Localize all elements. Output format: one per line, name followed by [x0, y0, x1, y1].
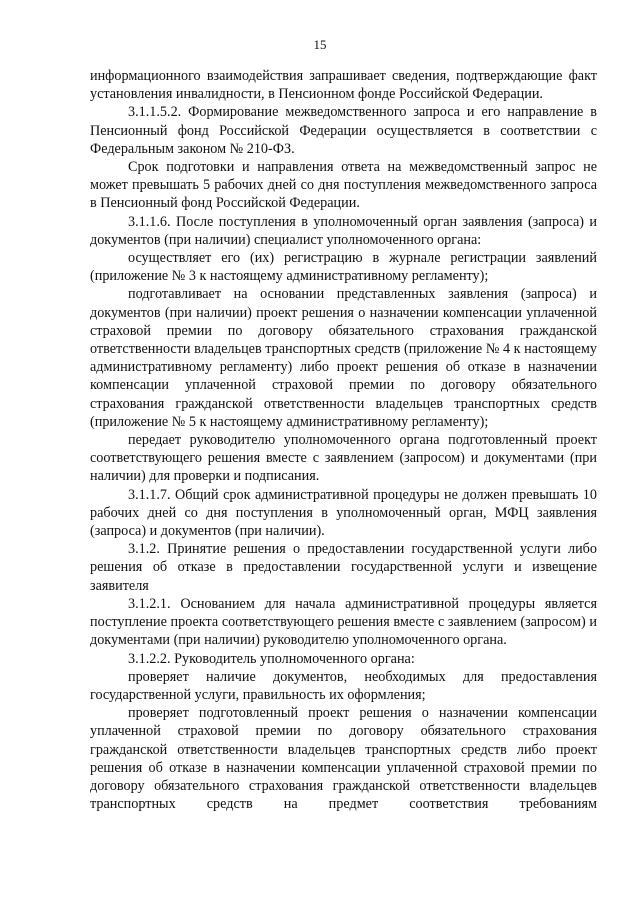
- paragraph-3-1-1-6: 3.1.1.6. После поступления в уполномоченный орган заявления (запроса) и документов (при наличии) специалист уполномоченного органа:: [90, 213, 597, 248]
- paragraph-transfer-to-head: передает руководителю уполномоченного органа подготовленный проект соответствующего решения вместе с заявлением (запросом) и документами (при наличии) для проверки и подписания.: [90, 432, 597, 485]
- paragraph-response-deadline: Срок подготовки и направления ответа на межведомственный запрос не может превышать 5 рабочих дней со дня поступления межведомственного запроса в Пенсионный фонд Российской Федерации.: [90, 159, 597, 212]
- paragraph-continuation: информационного взаимодействия запрашивает сведения, подтверждающие факт установления инвалидности, в Пенсионном фонде Российской Федерации.: [90, 68, 597, 103]
- paragraph-3-1-2-1: 3.1.2.1. Основанием для начала административной процедуры является поступление проекта соответствующего решения вместе с заявлением (запросом) и документами (при наличии) руководителю уполномоченного органа.: [90, 595, 597, 649]
- paragraph-3-1-1-7: 3.1.1.7. Общий срок административной процедуры не должен превышать 10 рабочих дней со дня поступления в уполномоченный орган, МФЦ заявления (запроса) и документов (при наличии).: [90, 486, 597, 540]
- paragraph-3-1-2-2: 3.1.2.2. Руководитель уполномоченного органа:: [128, 650, 415, 667]
- paragraph-check-documents: проверяет наличие документов, необходимых для предоставления государственной услуги, правильность их оформления;: [90, 668, 597, 703]
- document-body: [90, 67, 597, 813]
- page-number: 15: [313, 37, 327, 52]
- paragraph-registration: осуществляет его (их) регистрацию в журнале регистрации заявлений (приложение № 3 к настоящему административному регламенту);: [90, 250, 597, 285]
- paragraph-3-1-2: 3.1.2. Принятие решения о предоставлении государственной услуги либо решения об отказе в предоставлении государственной услуги и извещение заявителя: [90, 541, 597, 594]
- paragraph-check-draft: проверяет подготовленный проект решения о назначении компенсации уплаченной страховой премии по договору обязательного страхования гражданской ответственности владельцев транспортных средств либо проект решения об отказе в назначении компенсации уплаченной страховой премии по договору обязательного страхования гражданской ответственности владельцев транспортных средств на предмет соответствия требованиям: [90, 705, 597, 813]
- paragraph-prepare-draft: подготавливает на основании представленных заявления (запроса) и документов (при наличии) проект решения о назначении компенсации уплаченной страховой премии по договору обязательного страхования гражданской ответственности владельцев транспортных средств (приложение № 4 к настоящему административному регламенту) либо проект решения об отказе в назначении компенсации уплаченной страховой премии по договору обязательного страхования гражданской ответственности владельцев транспортных средств (приложение № 5 к настоящему административному регламенту);: [90, 286, 597, 430]
- paragraph-3-1-1-5-2: 3.1.1.5.2. Формирование межведомственного запроса и его направление в Пенсионный фонд Российской Федерации осуществляется в соответствии с Федеральным законом № 210-ФЗ.: [90, 104, 597, 157]
